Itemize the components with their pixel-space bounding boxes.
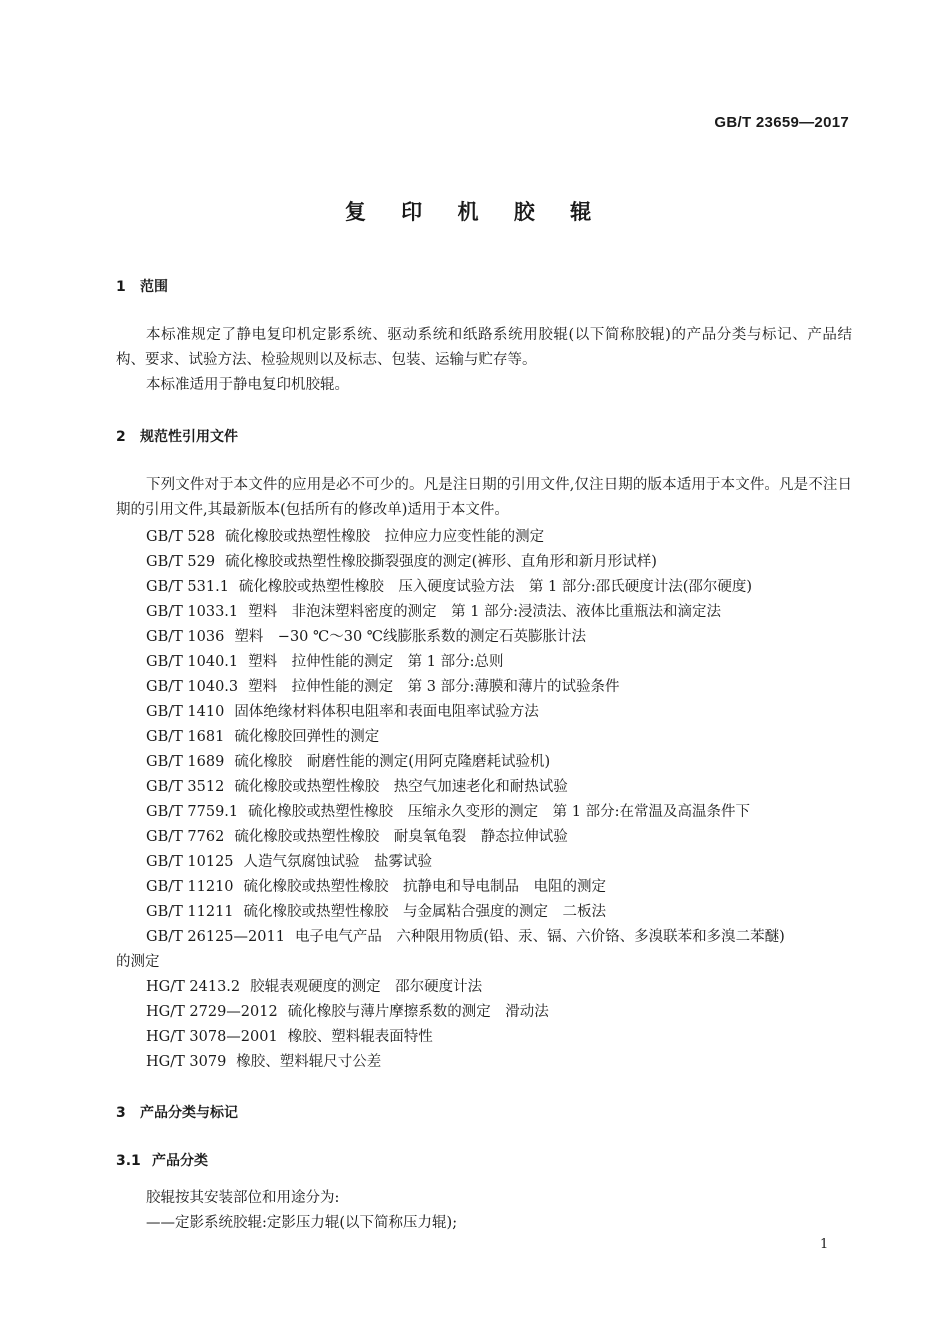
reference-title: 塑料 −30 ℃～30 ℃线膨胀系数的测定石英膨胀计法 — [234, 629, 587, 645]
reference-title: 硫化橡胶或热塑性橡胶 压缩永久变形的测定 第 1 部分:在常温及高温条件下 — [248, 804, 750, 820]
reference-item — [146, 700, 539, 721]
reference-code: GB/T 1410 — [146, 704, 225, 720]
scope-paragraph: 本标准规定了静电复印机定影系统、驱动系统和纸路系统用胶辊(以下简称胶辊)的产品分类与标记、产品结构、要求、试验方法、检验规则以及标志、包装、运输与贮存等。 — [116, 327, 852, 368]
reference-item — [146, 900, 606, 921]
reference-item — [146, 1025, 433, 1046]
reference-title: 固体绝缘材料体积电阻率和表面电阻率试验方法 — [234, 704, 539, 720]
reference-code: GB/T 7762 — [146, 829, 225, 845]
section-number: 2 — [116, 429, 126, 445]
reference-item — [146, 800, 750, 821]
reference-title: 硫化橡胶与薄片摩擦系数的测定 滑动法 — [287, 1004, 549, 1020]
reference-title: 人造气氛腐蚀试验 盐雾试验 — [243, 854, 433, 870]
document-title: 复 印 机 胶 辊 — [344, 200, 606, 224]
reference-code: GB/T 11210 — [146, 879, 234, 895]
reference-title: 硫化橡胶 耐磨性能的测定(用阿克隆磨耗试验机) — [234, 754, 551, 770]
reference-item — [146, 1050, 381, 1071]
reference-title-continuation: 的测定 — [116, 954, 160, 970]
reference-code: GB/T 1681 — [146, 729, 225, 745]
reference-code: GB/T 1033.1 — [146, 604, 239, 620]
section-number: 1 — [116, 279, 126, 295]
reference-title: 硫化橡胶或热塑性橡胶 耐臭氧龟裂 静态拉伸试验 — [234, 829, 568, 845]
reference-title: 胶辊表观硬度的测定 邵尔硬度计法 — [250, 979, 483, 995]
subsection-title: 产品分类 — [152, 1153, 208, 1169]
section-title: 规范性引用文件 — [140, 429, 238, 445]
reference-code: HG/T 3078—2001 — [146, 1029, 278, 1045]
reference-code: GB/T 529 — [146, 554, 216, 570]
reference-item — [146, 725, 379, 746]
reference-title: 硫化橡胶或热塑性橡胶 热空气加速老化和耐热试验 — [234, 779, 568, 795]
reference-item — [146, 650, 503, 671]
reference-title: 塑料 拉伸性能的测定 第 1 部分:总则 — [248, 654, 504, 670]
reference-item — [146, 675, 619, 696]
scope-applicability: 本标准适用于静电复印机胶辊。 — [146, 377, 349, 393]
subsection-3-1-heading — [116, 1150, 208, 1170]
reference-title: 电子电气产品 六种限用物质(铅、汞、镉、六价铬、多溴联苯和多溴二苯醚) — [294, 929, 785, 945]
reference-code: GB/T 531.1 — [146, 579, 229, 595]
classification-intro: 胶辊按其安装部位和用途分为: — [146, 1190, 340, 1206]
reference-item — [146, 775, 568, 796]
reference-item — [146, 750, 550, 771]
references-intro: 下列文件对于本文件的应用是必不可少的。凡是注日期的引用文件,仅注日期的版本适用于本文件。凡是不注日期的引用文件,其最新版本(包括所有的修改单)适用于本文件。 — [116, 477, 852, 518]
classification-item: ——定影系统胶辊:定影压力辊(以下简称压力辊); — [146, 1215, 458, 1231]
reference-code: HG/T 3079 — [146, 1054, 227, 1070]
section-title: 产品分类与标记 — [140, 1105, 238, 1121]
reference-item — [146, 875, 606, 896]
reference-item — [146, 575, 752, 596]
reference-item — [146, 1000, 549, 1021]
reference-title: 硫化橡胶或热塑性橡胶撕裂强度的测定(裤形、直角形和新月形试样) — [225, 554, 657, 570]
reference-code: GB/T 3512 — [146, 779, 225, 795]
section-number: 3 — [116, 1105, 126, 1121]
reference-code: GB/T 7759.1 — [146, 804, 239, 820]
section-3-heading — [116, 1102, 238, 1122]
reference-code: GB/T 1040.3 — [146, 679, 239, 695]
reference-code: GB/T 1040.1 — [146, 654, 239, 670]
reference-title: 硫化橡胶或热塑性橡胶 抗静电和导电制品 电阻的测定 — [243, 879, 607, 895]
subsection-number: 3.1 — [116, 1153, 141, 1169]
reference-title: 塑料 拉伸性能的测定 第 3 部分:薄膜和薄片的试验条件 — [248, 679, 620, 695]
reference-code: GB/T 1036 — [146, 629, 225, 645]
reference-item — [146, 925, 785, 946]
reference-title: 塑料 非泡沫塑料密度的测定 第 1 部分:浸渍法、液体比重瓶法和滴定法 — [248, 604, 721, 620]
reference-code: GB/T 1689 — [146, 754, 225, 770]
reference-item — [146, 825, 568, 846]
reference-code: HG/T 2413.2 — [146, 979, 241, 995]
reference-title: 橡胶、塑料辊尺寸公差 — [236, 1054, 382, 1070]
reference-item — [146, 850, 432, 871]
page-number: 1 — [820, 1237, 829, 1252]
reference-item — [146, 625, 586, 646]
reference-code: GB/T 528 — [146, 529, 216, 545]
reference-item — [146, 550, 657, 571]
reference-title: 橡胶、塑料辊表面特性 — [287, 1029, 433, 1045]
reference-item — [146, 525, 544, 546]
section-title: 范围 — [140, 279, 168, 295]
reference-code: GB/T 10125 — [146, 854, 234, 870]
section-1-heading — [116, 276, 168, 296]
section-2-heading — [116, 426, 238, 446]
reference-title: 硫化橡胶或热塑性橡胶 压入硬度试验方法 第 1 部分:邵氏硬度计法(邵尔硬度) — [238, 579, 753, 595]
reference-item — [146, 975, 482, 996]
reference-code: GB/T 11211 — [146, 904, 234, 920]
reference-item — [146, 600, 721, 621]
standard-code: GB/T 23659—2017 — [714, 114, 849, 131]
reference-title: 硫化橡胶或热塑性橡胶 拉伸应力应变性能的测定 — [225, 529, 545, 545]
reference-title: 硫化橡胶或热塑性橡胶 与金属粘合强度的测定 二板法 — [243, 904, 607, 920]
reference-title: 硫化橡胶回弹性的测定 — [234, 729, 380, 745]
reference-code: GB/T 26125—2011 — [146, 929, 285, 945]
reference-code: HG/T 2729—2012 — [146, 1004, 278, 1020]
